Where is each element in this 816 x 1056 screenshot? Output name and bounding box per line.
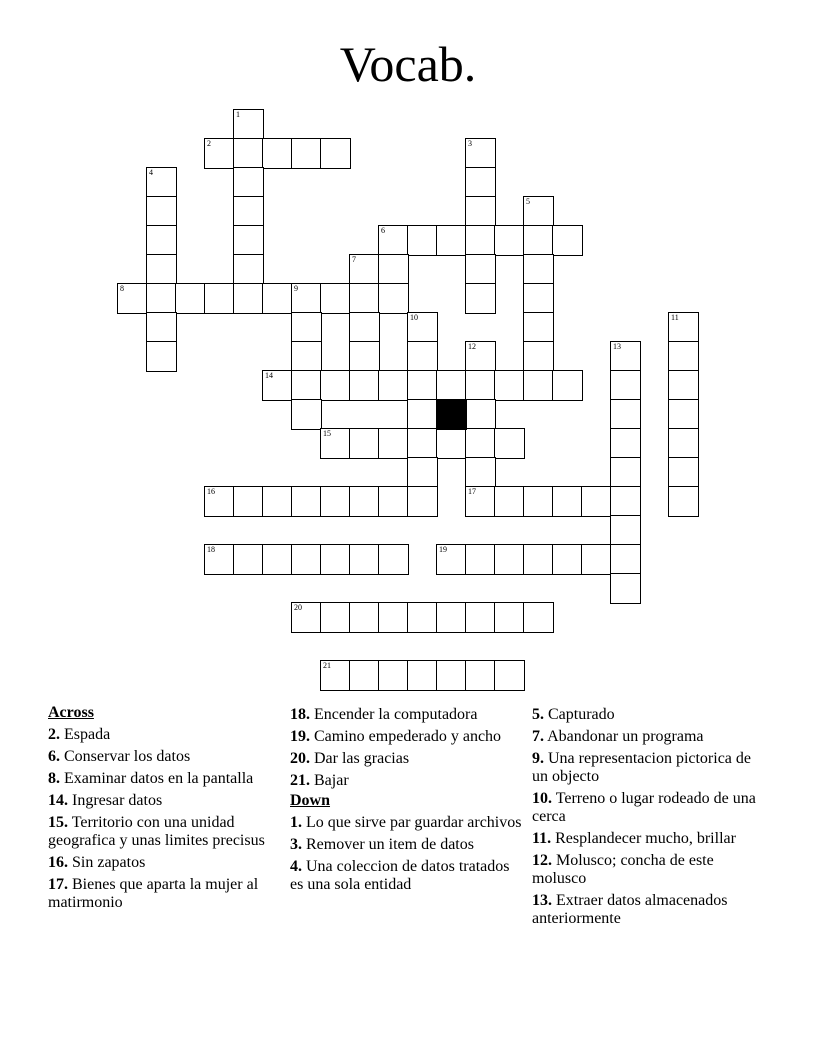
crossword-cell[interactable] — [407, 486, 438, 517]
crossword-cell[interactable] — [349, 660, 380, 691]
crossword-cell[interactable] — [407, 399, 438, 430]
clue-number: 15 — [323, 429, 331, 438]
crossword-cell[interactable] — [552, 486, 583, 517]
crossword-cell[interactable] — [407, 370, 438, 401]
crossword-cell[interactable] — [523, 486, 554, 517]
down-clue-list — [290, 814, 522, 894]
clue-item — [290, 772, 522, 790]
clues-column-3 — [532, 702, 764, 928]
crossword-cell[interactable] — [407, 660, 438, 691]
clue-number: 10 — [410, 313, 418, 322]
crossword-cell[interactable] — [175, 283, 206, 314]
crossword-cell[interactable] — [610, 544, 641, 575]
clue-item-text: Ingresar datos — [68, 792, 163, 809]
crossword-cell[interactable] — [523, 312, 554, 343]
crossword-cell[interactable] — [320, 370, 351, 401]
crossword-cell[interactable] — [291, 602, 322, 633]
clue-item-number: 2. — [48, 726, 60, 743]
crossword-cell[interactable] — [378, 370, 409, 401]
crossword-cell[interactable] — [494, 486, 525, 517]
crossword-cell[interactable] — [436, 225, 467, 256]
clue-item — [48, 876, 280, 912]
clue-number: 21 — [323, 661, 331, 670]
clue-number: 12 — [468, 342, 476, 351]
clue-item — [48, 854, 280, 872]
crossword-cell[interactable] — [465, 457, 496, 488]
crossword-cell[interactable] — [378, 283, 409, 314]
clue-number: 13 — [613, 342, 621, 351]
crossword-cell[interactable] — [349, 254, 380, 285]
clue-item — [48, 748, 280, 766]
crossword-cell[interactable] — [146, 196, 177, 227]
crossword-cell[interactable] — [610, 573, 641, 604]
crossword-cell[interactable] — [291, 544, 322, 575]
crossword-cell[interactable] — [494, 370, 525, 401]
crossword-cell[interactable] — [233, 486, 264, 517]
crossword-cell[interactable] — [552, 370, 583, 401]
crossword-cell[interactable] — [407, 602, 438, 633]
clue-item-text: Conservar los datos — [60, 748, 191, 765]
crossword-cell[interactable] — [465, 283, 496, 314]
crossword-cell[interactable] — [291, 138, 322, 169]
clue-item-text: Lo que sirve par guardar archivos — [302, 814, 522, 831]
crossword-cell[interactable] — [668, 312, 699, 343]
clue-item-text: Abandonar un programa — [544, 728, 704, 745]
crossword-cell[interactable] — [610, 428, 641, 459]
crossword-cell[interactable] — [668, 457, 699, 488]
clue-number: 14 — [265, 371, 273, 380]
crossword-cell[interactable] — [668, 370, 699, 401]
clue-item-text: Examinar datos en la pantalla — [60, 770, 254, 787]
clue-number: 8 — [120, 284, 124, 293]
clue-item — [48, 814, 280, 850]
crossword-cell[interactable] — [465, 341, 496, 372]
clue-number: 9 — [294, 284, 298, 293]
across-heading: Across — [48, 704, 94, 721]
crossword-cell[interactable] — [146, 167, 177, 198]
across-clue-list — [48, 726, 280, 912]
crossword-cell[interactable] — [233, 109, 264, 140]
crossword-cell[interactable] — [668, 341, 699, 372]
page-title: Vocab. — [339, 36, 477, 92]
crossword-cell[interactable] — [523, 341, 554, 372]
crossword-cell[interactable] — [436, 370, 467, 401]
clue-item-number: 14. — [48, 792, 68, 809]
crossword-cell[interactable] — [204, 138, 235, 169]
crossword-cell[interactable] — [610, 399, 641, 430]
crossword-cell[interactable] — [320, 660, 351, 691]
crossword-cell[interactable] — [668, 486, 699, 517]
crossword-cell[interactable] — [407, 457, 438, 488]
clue-item — [48, 726, 280, 744]
across-clue-list-continued — [290, 706, 522, 790]
crossword-cell[interactable] — [494, 660, 525, 691]
crossword-cell[interactable] — [465, 196, 496, 227]
crossword-cell[interactable] — [610, 370, 641, 401]
crossword-cell[interactable] — [349, 602, 380, 633]
clue-number: 17 — [468, 487, 476, 496]
clue-item-number: 8. — [48, 770, 60, 787]
clues-column-2 — [290, 702, 522, 894]
clue-item — [290, 728, 522, 746]
crossword-cell[interactable] — [204, 544, 235, 575]
crossword-cell[interactable] — [523, 544, 554, 575]
down-heading: Down — [290, 792, 331, 809]
clue-item-number: 15. — [48, 814, 68, 831]
crossword-cell[interactable] — [523, 602, 554, 633]
crossword-cell[interactable] — [523, 283, 554, 314]
clue-item-number: 20. — [290, 750, 310, 767]
clue-item-text: Dar las gracias — [310, 750, 410, 767]
crossword-cell[interactable] — [378, 544, 409, 575]
crossword-cell[interactable] — [407, 312, 438, 343]
crossword-cell[interactable] — [233, 196, 264, 227]
clue-number: 19 — [439, 545, 447, 554]
down-clue-list-continued — [532, 706, 764, 928]
crossword-cell[interactable] — [378, 254, 409, 285]
clue-item — [290, 814, 522, 832]
crossword-cell[interactable] — [610, 341, 641, 372]
crossword-cell[interactable] — [610, 515, 641, 546]
crossword-cell[interactable] — [523, 254, 554, 285]
crossword-cell[interactable] — [465, 167, 496, 198]
crossword-cell[interactable] — [146, 225, 177, 256]
crossword-cell[interactable] — [610, 457, 641, 488]
clue-item — [48, 770, 280, 788]
crossword-cell[interactable] — [204, 486, 235, 517]
black-cell — [436, 399, 467, 430]
crossword-cell[interactable] — [320, 428, 351, 459]
clue-item-number: 6. — [48, 748, 60, 765]
clue-item-text: Sin zapatos — [68, 854, 146, 871]
crossword-cell[interactable] — [465, 254, 496, 285]
clue-item-number: 13. — [532, 892, 552, 909]
clue-number: 3 — [468, 139, 472, 148]
crossword-cell[interactable] — [146, 341, 177, 372]
clue-item — [532, 728, 764, 746]
crossword-cell[interactable] — [349, 283, 380, 314]
crossword-cell[interactable] — [233, 167, 264, 198]
clue-item-number: 1. — [290, 814, 302, 831]
clue-item — [290, 750, 522, 768]
clue-item — [532, 750, 764, 786]
clue-item — [290, 836, 522, 854]
clue-item-text: Extraer datos almacenados anteriormente — [532, 892, 728, 927]
crossword-cell[interactable] — [465, 486, 496, 517]
crossword-cell[interactable] — [349, 312, 380, 343]
crossword-cell[interactable] — [465, 138, 496, 169]
clue-item-number: 21. — [290, 772, 310, 789]
crossword-cell[interactable] — [465, 544, 496, 575]
crossword-cell[interactable] — [668, 399, 699, 430]
clue-item-number: 9. — [532, 750, 544, 767]
clue-item-text: Bajar — [310, 772, 349, 789]
crossword-cell[interactable] — [378, 602, 409, 633]
clue-item-text: Molusco; concha de este molusco — [532, 852, 714, 887]
crossword-cell[interactable] — [407, 428, 438, 459]
clue-item-number: 3. — [290, 836, 302, 853]
clue-number: 2 — [207, 139, 211, 148]
clue-number: 1 — [236, 110, 240, 119]
clue-item-number: 17. — [48, 876, 68, 893]
crossword-cell[interactable] — [465, 660, 496, 691]
crossword-cell[interactable] — [349, 341, 380, 372]
clue-item — [290, 858, 522, 894]
crossword-cell[interactable] — [146, 312, 177, 343]
crossword-cell[interactable] — [349, 370, 380, 401]
clue-number: 6 — [381, 226, 385, 235]
clue-number: 16 — [207, 487, 215, 496]
crossword-cell[interactable] — [233, 138, 264, 169]
crossword-cell[interactable] — [407, 225, 438, 256]
crossword-cell[interactable] — [436, 660, 467, 691]
clue-item-text: Territorio con una unidad geografica y unas limites precisus — [48, 814, 265, 849]
crossword-cell[interactable] — [262, 544, 293, 575]
crossword-cell[interactable] — [378, 225, 409, 256]
crossword-cell[interactable] — [320, 283, 351, 314]
clue-item-text: Bienes que aparta la mujer al matirmonio — [48, 876, 259, 911]
crossword-cell[interactable] — [291, 486, 322, 517]
crossword-cell[interactable] — [291, 341, 322, 372]
crossword-cell[interactable] — [146, 283, 177, 314]
crossword-cell[interactable] — [581, 486, 612, 517]
crossword-cell[interactable] — [378, 486, 409, 517]
crossword-cell[interactable] — [494, 602, 525, 633]
crossword-cell[interactable] — [465, 602, 496, 633]
clue-item-number: 12. — [532, 852, 552, 869]
crossword-cell[interactable] — [291, 283, 322, 314]
clue-item-text: Remover un item de datos — [302, 836, 474, 853]
clue-item — [48, 792, 280, 810]
crossword-cell[interactable] — [610, 486, 641, 517]
clue-item-number: 11. — [532, 830, 552, 847]
crossword-cell[interactable] — [320, 544, 351, 575]
crossword-cell[interactable] — [465, 399, 496, 430]
crossword-cell[interactable] — [581, 544, 612, 575]
crossword-cell[interactable] — [320, 486, 351, 517]
clue-item — [532, 706, 764, 724]
crossword-cell[interactable] — [320, 138, 351, 169]
crossword-cell[interactable] — [291, 399, 322, 430]
clues-column-1 — [48, 702, 280, 912]
crossword-cell[interactable] — [233, 283, 264, 314]
crossword-cell[interactable] — [378, 660, 409, 691]
clue-item — [290, 706, 522, 724]
crossword-cell[interactable] — [436, 544, 467, 575]
crossword-cell[interactable] — [436, 428, 467, 459]
crossword-cell[interactable] — [523, 225, 554, 256]
clue-item-number: 7. — [532, 728, 544, 745]
crossword-cell[interactable] — [407, 341, 438, 372]
crossword-cell[interactable] — [233, 254, 264, 285]
clue-item-text: Espada — [60, 726, 111, 743]
crossword-cell[interactable] — [262, 486, 293, 517]
crossword-cell[interactable] — [465, 225, 496, 256]
crossword-cell[interactable] — [552, 544, 583, 575]
clue-item-number: 19. — [290, 728, 310, 745]
crossword-cell[interactable] — [291, 312, 322, 343]
clue-item-text: Resplandecer mucho, brillar — [551, 830, 736, 847]
crossword-cell[interactable] — [349, 544, 380, 575]
crossword-cell[interactable] — [465, 370, 496, 401]
crossword-cell[interactable] — [233, 225, 264, 256]
clue-number: 18 — [207, 545, 215, 554]
clue-item-text: Encender la computadora — [310, 706, 478, 723]
crossword-cell[interactable] — [146, 254, 177, 285]
clue-item — [532, 852, 764, 888]
crossword-cell[interactable] — [494, 428, 525, 459]
clue-item-number: 4. — [290, 858, 302, 875]
crossword-cell[interactable] — [552, 225, 583, 256]
crossword-cell[interactable] — [494, 544, 525, 575]
crossword-cell[interactable] — [668, 428, 699, 459]
crossword-cell[interactable] — [523, 370, 554, 401]
crossword-cell[interactable] — [349, 486, 380, 517]
crossword-cell[interactable] — [465, 428, 496, 459]
clue-item-text: Camino empederado y ancho — [310, 728, 502, 745]
crossword-cell[interactable] — [436, 602, 467, 633]
crossword-cell[interactable] — [291, 370, 322, 401]
crossword-cell[interactable] — [204, 283, 235, 314]
clue-item-text: Una representacion pictorica de un objecto — [532, 750, 752, 785]
clue-item-text: Capturado — [544, 706, 615, 723]
clue-item-text: Una coleccion de datos tratados es una sola entidad — [290, 858, 510, 893]
crossword-cell[interactable] — [494, 225, 525, 256]
clue-item — [532, 892, 764, 928]
clue-item-number: 16. — [48, 854, 68, 871]
clue-number: 7 — [352, 255, 356, 264]
crossword-cell[interactable] — [262, 138, 293, 169]
clue-number: 4 — [149, 168, 153, 177]
clue-number: 20 — [294, 603, 302, 612]
crossword-cell[interactable] — [349, 428, 380, 459]
crossword-cell[interactable] — [117, 283, 148, 314]
clue-item-number: 10. — [532, 790, 552, 807]
crossword-cell[interactable] — [378, 428, 409, 459]
crossword-cell[interactable] — [233, 544, 264, 575]
crossword-cell[interactable] — [262, 283, 293, 314]
clue-item-number: 5. — [532, 706, 544, 723]
crossword-cell[interactable] — [262, 370, 293, 401]
clue-number: 5 — [526, 197, 530, 206]
clue-item — [532, 790, 764, 826]
clue-item-number: 18. — [290, 706, 310, 723]
crossword-cell[interactable] — [523, 196, 554, 227]
crossword-cell[interactable] — [320, 602, 351, 633]
clue-item — [532, 830, 764, 848]
clue-item-text: Terreno o lugar rodeado de una cerca — [532, 790, 756, 825]
clue-number: 11 — [671, 313, 679, 322]
